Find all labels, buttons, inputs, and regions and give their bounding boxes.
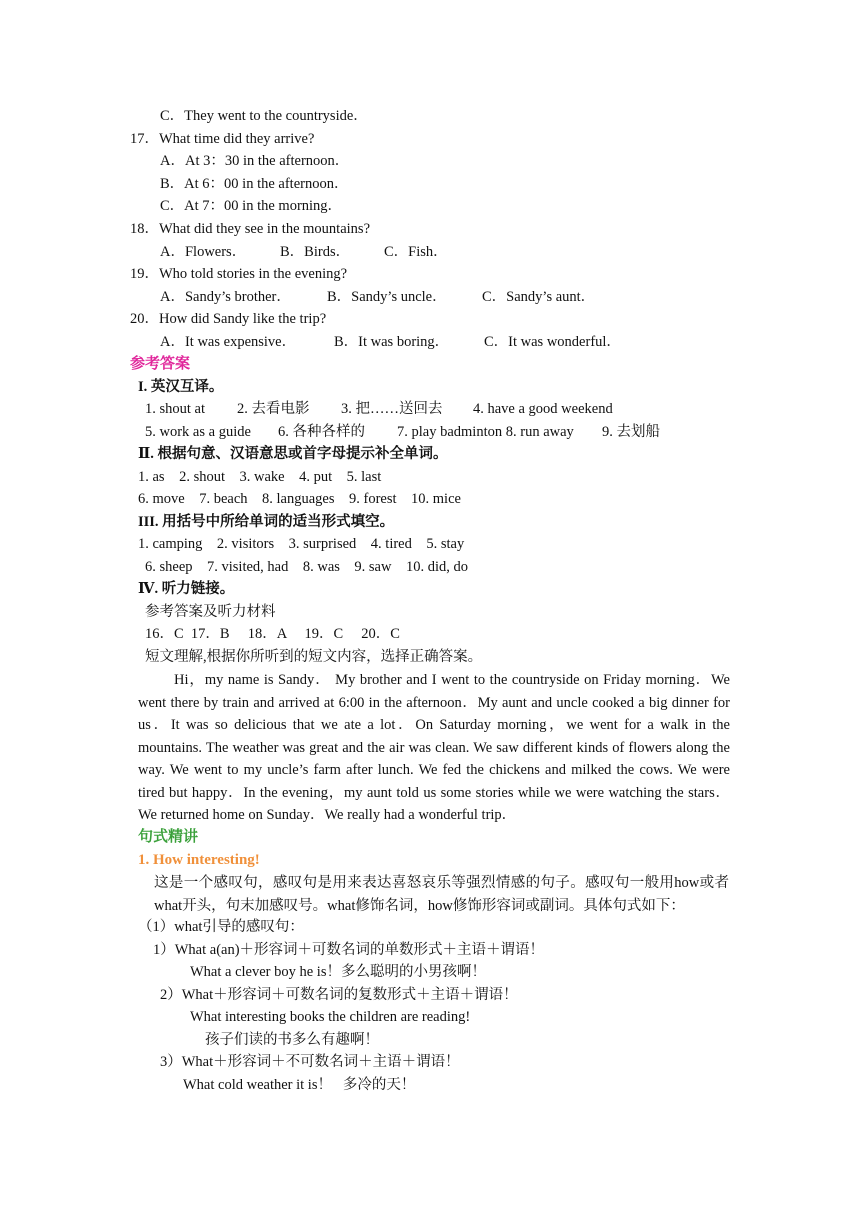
option-18c: C．Fish．: [384, 244, 448, 260]
question-17: 17．What time did they arrive?: [130, 131, 315, 147]
option-19c: C．Sandy’s aunt．: [482, 289, 596, 305]
grammar-explanation: 这是一个感叹句，感叹句是用来表达喜怒哀乐等强烈情感的句子。感叹句一般用how或者what开头，句末加感叹号。what修饰名词，how修饰形容词或副词。具体句式如下：: [154, 875, 729, 914]
section-2-title: Ⅱ. 根据句意、汉语意思或首字母提示补全单词。: [138, 446, 448, 462]
section-1-item-9: 9. 去划船: [602, 424, 660, 440]
pattern-3: 3）What＋形容词＋不可数名词＋主语＋谓语！: [160, 1054, 460, 1070]
pattern-1: 1）What a(an)＋形容词＋可数名词的单数形式＋主语＋谓语！: [153, 942, 545, 958]
section-3-row-2: 6. sheep 7. visited, had 8. was 9. saw 10. did, do: [145, 559, 468, 575]
option-20c: C．It was wonderful．: [484, 334, 621, 350]
option-16c: C．They went to the countryside．: [160, 108, 368, 124]
pattern-2-example: What interesting books the children are reading!: [190, 1009, 471, 1025]
answers-heading: 参考答案: [130, 356, 191, 372]
grammar-point-1-title: 1. How interesting!: [138, 852, 260, 868]
section-2-row-1: 1. as 2. shout 3. wake 4. put 5. last: [138, 469, 382, 485]
section-1-item-4: 4. have a good weekend: [473, 401, 613, 417]
option-19a: A．Sandy’s brother．: [160, 289, 291, 305]
section-3-title: III. 用括号中所给单词的适当形式填空。: [138, 514, 395, 530]
option-20b: B．It was boring．: [334, 334, 450, 350]
pattern-1-example: What a clever boy he is！多么聪明的小男孩啊！: [190, 964, 486, 980]
grammar-heading: 句式精讲: [138, 829, 199, 845]
option-17c: C．At 7：00 in the morning．: [160, 198, 343, 214]
section-1-title: I. 英汉互译。: [138, 379, 224, 395]
section-4-subtitle: 参考答案及听力材料: [145, 604, 276, 620]
pattern-3-example: What cold weather it is！ 多冷的天！: [183, 1077, 416, 1093]
option-19b: B．Sandy’s uncle．: [327, 289, 447, 305]
question-18: 18．What did they see in the mountains?: [130, 221, 371, 237]
pattern-2-translation: 孩子们读的书多么有趣啊！: [205, 1032, 379, 1048]
option-17a: A．At 3：30 in the afternoon．: [160, 153, 350, 169]
section-1-item-6: 6. 各种各样的: [278, 424, 365, 440]
option-18a: A．Flowers．: [160, 244, 247, 260]
what-exclamation-intro: （1）what引导的感叹句：: [138, 919, 304, 935]
section-1-item-1: 1. shout at: [145, 401, 206, 417]
option-17b: B．At 6：00 in the afternoon．: [160, 176, 349, 192]
section-3-row-1: 1. camping 2. visitors 3. surprised 4. tired 5. stay: [138, 536, 465, 552]
listening-passage: Hi，my name is Sandy． My brother and I went to the countryside on Friday morning．We went there by train and arrived at 6:00 in the afternoon．My aunt and uncle cooked a big dinner for us．It was so delicious that we ate a lot．On Saturday morning，we went for a walk in the mountains. The weather was great and the air was clean. We saw different kinds of flowers along the way. We went to my uncle’s farm after lunch. We fed the chickens and milked the cows. We were tired but happy．In the evening，my aunt told us some stories while we were watching the stars．We returned home on Sunday．We really had a wonderful trip．: [138, 672, 730, 823]
option-18b: B．Birds．: [280, 244, 351, 260]
section-1-item-2: 2. 去看电影: [237, 401, 310, 417]
section-1-item-3: 3. 把……送回去: [341, 401, 443, 417]
section-4-title: Ⅳ. 听力链接。: [138, 581, 235, 597]
listening-answer-keys: 16．C 17．B 18．A 19．C 20．C: [145, 626, 400, 642]
question-20: 20．How did Sandy like the trip?: [130, 311, 327, 327]
section-1-item-7: 7. play badminton 8. run away: [397, 424, 574, 440]
listening-instruction: 短文理解,根据你所听到的短文内容，选择正确答案。: [145, 649, 483, 665]
section-2-row-2: 6. move 7. beach 8. languages 9. forest 10. mice: [138, 491, 461, 507]
pattern-2: 2）What＋形容词＋可数名词的复数形式＋主语＋谓语！: [160, 987, 518, 1003]
question-19: 19．Who told stories in the evening?: [130, 266, 348, 282]
section-1-item-5: 5. work as a guide: [145, 424, 251, 440]
option-20a: A．It was expensive．: [160, 334, 297, 350]
